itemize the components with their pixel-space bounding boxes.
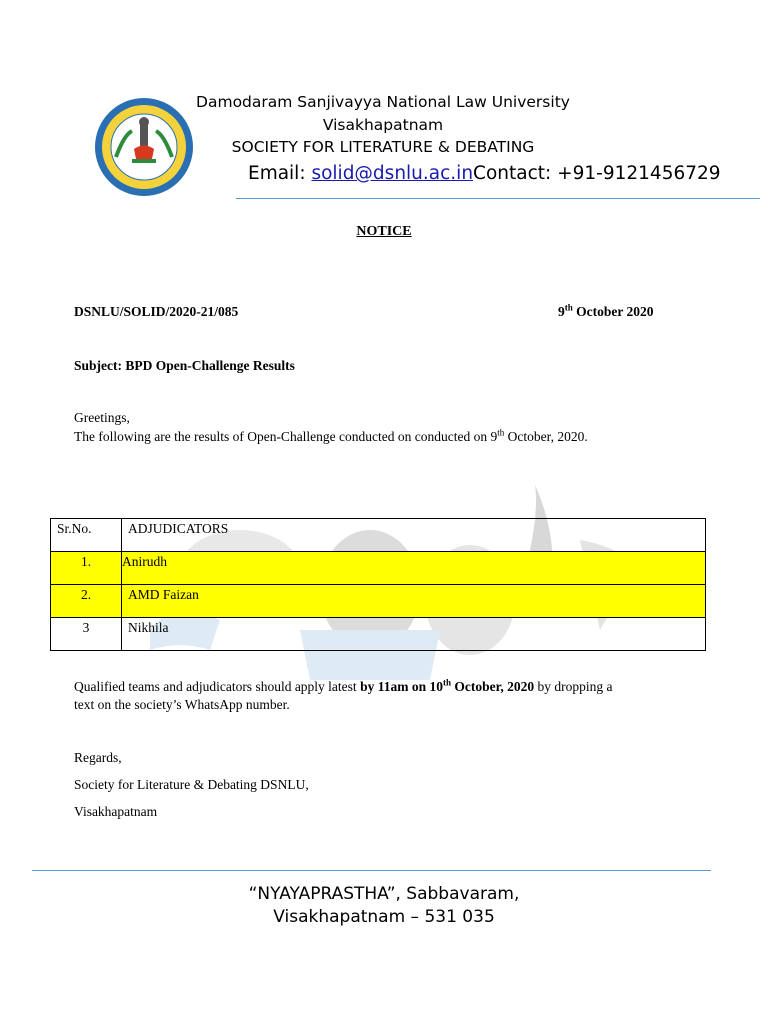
date-suffix: th (564, 302, 573, 313)
footer-address-line-1: “NYAYAPRASTHA”, Sabbavaram, (248, 884, 520, 904)
intro-line (74, 429, 588, 445)
subject-line: Subject: BPD Open-Challenge Results (74, 358, 295, 373)
greeting: Greetings, (74, 410, 130, 425)
header-cell-adjudicators: ADJUDICATORS (122, 519, 706, 552)
date-rest: October 2020 (572, 304, 654, 319)
row-name: AMD Faizan (122, 585, 706, 618)
closing-city: Visakhapatnam (74, 804, 158, 819)
contact-line (248, 163, 721, 184)
university-city: Visakhapatnam (322, 116, 444, 134)
table-row (51, 552, 706, 585)
footer-address-line-2: Visakhapatnam – 531 035 (273, 907, 495, 927)
notice-date (558, 304, 654, 320)
society-name: SOCIETY FOR LITERATURE & DEBATING (231, 138, 535, 156)
closing-regards: Regards, (74, 750, 122, 765)
row-number: 1. (51, 552, 122, 585)
email-link[interactable]: solid@dsnlu.ac.in (311, 163, 474, 184)
contact-number: Contact: +91-9121456729 (473, 163, 721, 184)
intro-before: The following are the results of Open-Challenge conducted on conducted on 9 (74, 429, 498, 444)
table-row (51, 585, 706, 618)
row-name: Anirudh (122, 552, 706, 585)
table-row (51, 618, 706, 651)
date-day: 9 (558, 304, 565, 319)
table-header-row (51, 519, 706, 552)
intro-suffix: th (497, 427, 505, 438)
instructions-line-2: text on the society’s WhatsApp number. (74, 697, 290, 712)
header-cell-srno: Sr.No. (51, 519, 122, 552)
row-number: 3 (51, 618, 122, 651)
closing-signature: Society for Literature & Debating DSNLU, (74, 777, 309, 792)
reference-number: DSNLU/SOLID/2020-21/085 (74, 304, 239, 319)
row-number: 2. (51, 585, 122, 618)
deadline: by 11am on 10th October, 2020 (360, 677, 535, 694)
header-divider (236, 198, 760, 199)
university-name: Damodaram Sanjivayya National Law University (196, 93, 570, 111)
adjudicators-table (50, 518, 706, 651)
row-name: Nikhila (122, 618, 706, 651)
notice-title: NOTICE (356, 224, 412, 239)
email-label: Email: (248, 163, 312, 184)
footer-divider (32, 870, 711, 871)
instructions-line-1: Qualified teams and adjudicators should apply latest by 11am on 10th October, 2020 by dropping a (74, 677, 613, 694)
intro-after: October, 2020. (504, 429, 588, 444)
